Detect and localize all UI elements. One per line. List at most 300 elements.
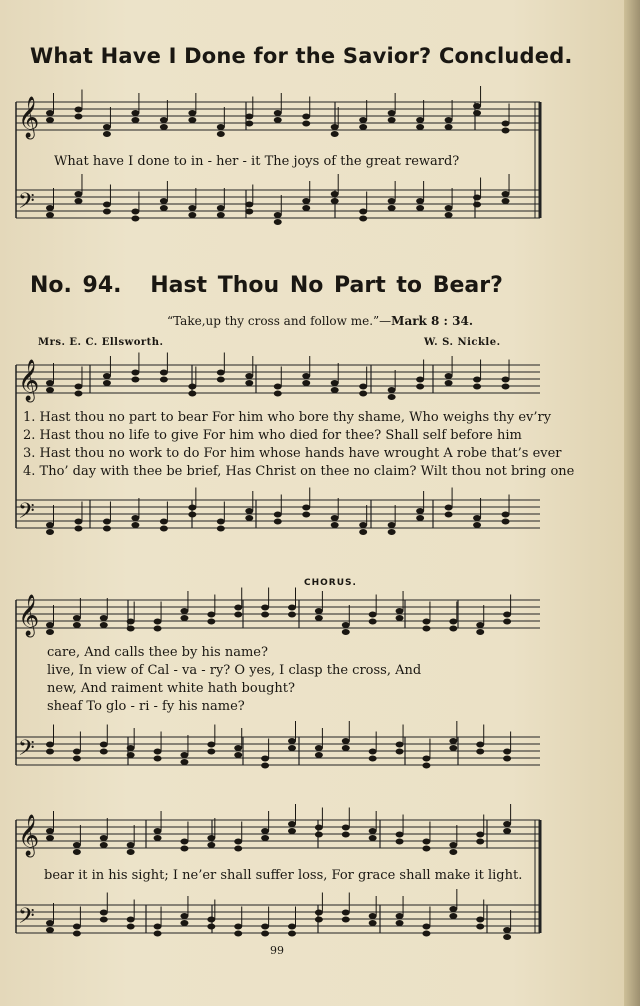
- continued-bass-note: [302, 205, 310, 211]
- continued-treble-note: [245, 114, 253, 120]
- hymn94-system1-bass-note: [359, 522, 367, 528]
- hymn-title: [30, 273, 503, 298]
- hymn94-system2-treble-note: [127, 626, 135, 632]
- hymn94-system1-treble-note: [416, 384, 424, 390]
- hymn94-system1-treble-note: [217, 370, 225, 376]
- hymn94-system2-bass-note: [422, 763, 430, 769]
- continued-bass-note: [274, 219, 282, 225]
- hymn94-system3-treble-note: [100, 842, 108, 848]
- hymn94-system3-treble-note: [449, 842, 457, 848]
- hymn94-system1-bass-note: [74, 526, 82, 532]
- hymn94-system3-treble-note: [207, 842, 215, 848]
- hymn94-system2-treble-note: [369, 619, 377, 625]
- hymn94-system1-treble-note: [388, 387, 396, 393]
- hymn94-system2-bass-note: [73, 749, 81, 755]
- continued-bass-note: [274, 212, 282, 218]
- continued-bass-note: [74, 198, 82, 204]
- hymn94-system1-treble-note: [502, 377, 510, 383]
- hymn94-system2-treble-note: [503, 619, 511, 625]
- hymn94-system3-treble-note: [342, 825, 350, 831]
- hymn94-system2-treble-note: [476, 622, 484, 628]
- hymn94-system1-treble-note: [245, 373, 253, 379]
- hymn94-system2-treble-note: [449, 619, 457, 625]
- hymn94-system1-treble-note: [274, 391, 282, 397]
- hymn94-system1-treble-note: [103, 373, 111, 379]
- continued-bass-note: [131, 216, 139, 222]
- hymn94-system3-bass-note: [288, 931, 296, 937]
- hymn94-system1-treble-note: [160, 377, 168, 383]
- hymn94-system3-treble-clef: 𝄞: [18, 815, 40, 856]
- hymn94-system1-treble-note: [388, 394, 396, 400]
- hymn94-system2-treble-note: [180, 615, 188, 621]
- hymn94-system3-treble-note: [127, 849, 135, 855]
- hymn94-system3-treble-note: [73, 849, 81, 855]
- hymn94-system3-treble-note: [503, 828, 511, 834]
- hymn94-system1-bass-note: [217, 519, 225, 525]
- continued-treble-note: [473, 103, 481, 109]
- hymn94-system2-treble-note: [73, 622, 81, 628]
- hymn94-system2-bass-note: [207, 749, 215, 755]
- hymn94-system3-bass-note: [261, 931, 269, 937]
- hymn94-system1-bass-note: [331, 522, 339, 528]
- hymn94-system2-treble-note: [234, 605, 242, 611]
- hymn94-system3-treble-note: [207, 835, 215, 841]
- continued-treble-note: [188, 117, 196, 123]
- hymn94-system3-treble-note: [46, 828, 54, 834]
- hymn94-system1-treble-note: [188, 384, 196, 390]
- hymn94-system1-bass-note: [188, 505, 196, 511]
- hymn94-system1-bass-note: [46, 529, 54, 535]
- hymn94-system3-bass-note: [154, 931, 162, 937]
- hymn94-system1-bass-note: [359, 529, 367, 535]
- continued-bass-note: [359, 216, 367, 222]
- hymn94-system3-bass-note: [449, 913, 457, 919]
- hymn94-system3-bass-note: [73, 931, 81, 937]
- hymn94-system2-bass-note: [315, 745, 323, 751]
- hymn94-system1-treble-note: [302, 380, 310, 386]
- hymn94-system1-treble-note: [188, 391, 196, 397]
- hymn94-system1-bass-note: [302, 505, 310, 511]
- hymn94-system2-treble-note: [207, 612, 215, 618]
- hymn94-system2-bass-note: [315, 752, 323, 758]
- hymn94-system3-treble-note: [422, 839, 430, 845]
- verse-2-line-1: 2. Hast thou no life to give For him who died for thee? Shall self before him: [23, 428, 522, 443]
- continued-bass-note: [217, 205, 225, 211]
- hymn94-system2-bass-note: [449, 745, 457, 751]
- hymn94-system1-bass-clef: 𝄢: [18, 499, 35, 529]
- hymn94-system2-treble-note: [100, 615, 108, 621]
- scripture-reference: Mark 8 : 34.: [391, 314, 474, 328]
- hymn94-system3-treble-note: [127, 842, 135, 848]
- hymn94-system3-bass-note: [449, 906, 457, 912]
- hymn94-system3-bass-note: [315, 910, 323, 916]
- hymn94-system3-treble-note: [180, 846, 188, 852]
- hymn94-system1-treble-note: [331, 380, 339, 386]
- hymn94-system1-treble-note: [416, 377, 424, 383]
- hymn94-system3-treble-note: [449, 849, 457, 855]
- hymn94-system3-treble-note: [154, 835, 162, 841]
- hymn94-system1-bass-note: [46, 522, 54, 528]
- final-chorus-lyric: bear it in his sight; I ne’er shall suffer loss, For grace shall make it light.: [44, 868, 523, 883]
- hymn94-system3-bass-note: [422, 924, 430, 930]
- continued-bass-note: [103, 209, 111, 215]
- hymn94-system3-bass-note: [396, 913, 404, 919]
- hymn94-system3-bass-note: [207, 924, 215, 930]
- hymn94-system3-bass-note: [288, 924, 296, 930]
- continued-treble-note: [131, 110, 139, 116]
- hymn94-system3-bass-note: [180, 913, 188, 919]
- hymn-name: Hast Thou No Part to Bear?: [150, 273, 503, 298]
- hymn94-system2-treble-note: [396, 608, 404, 614]
- hymn94-system2-treble-note: [100, 622, 108, 628]
- hymn94-system2-bass-note: [503, 756, 511, 762]
- hymn94-system1-treble-note: [74, 391, 82, 397]
- continued-treble-note: [388, 110, 396, 116]
- hymn94-system3-treble-note: [234, 839, 242, 845]
- continued-treble-note: [359, 124, 367, 130]
- hymn94-system3-bass-note: [127, 917, 135, 923]
- hymn94-system2-bass-note: [476, 742, 484, 748]
- hymn94-system2-bass-note: [180, 759, 188, 765]
- hymn94-system2-bass-note: [261, 763, 269, 769]
- hymn94-system2-treble-note: [342, 629, 350, 635]
- continued-bass-note: [331, 198, 339, 204]
- hymn94-system1-bass-note: [274, 512, 282, 518]
- hymn94-system1-treble-note: [160, 370, 168, 376]
- hymn94-system2-treble-note: [476, 629, 484, 635]
- continued-bass-note: [502, 191, 510, 197]
- continued-treble-note: [217, 124, 225, 130]
- hymn94-system3-bass-note: [234, 931, 242, 937]
- continued-treble-note: [331, 131, 339, 137]
- hymn94-system1-treble-note: [46, 380, 54, 386]
- hymn94-system2-treble-clef: 𝄞: [18, 595, 40, 636]
- continued-bass-note: [445, 205, 453, 211]
- hymn94-system2-bass-note: [503, 749, 511, 755]
- continued-treble-note: [416, 117, 424, 123]
- hymn94-system1-bass-note: [245, 515, 253, 521]
- hymn94-system1-treble-note: [131, 370, 139, 376]
- hymn94-system2-treble-note: [288, 605, 296, 611]
- hymn94-system2-treble-note: [234, 612, 242, 618]
- hymn94-system1-treble-note: [302, 373, 310, 379]
- hymn94-system1-bass-note: [502, 512, 510, 518]
- hymn94-system2-bass-clef: 𝄢: [18, 736, 35, 766]
- continued-treble-note: [103, 124, 111, 130]
- continued-treble-note: [131, 117, 139, 123]
- hymn94-system1-bass-note: [302, 512, 310, 518]
- hymn94-system1-treble-note: [445, 373, 453, 379]
- verse-3-line-1: 3. Hast thou no work to do For him whose hands have wrought A robe that’s ever: [23, 446, 562, 461]
- hymn94-system2-bass-note: [369, 749, 377, 755]
- hymn94-system3-treble-note: [288, 828, 296, 834]
- continued-treble-clef: 𝄞: [18, 97, 40, 138]
- hymn94-system3-bass-note: [46, 927, 54, 933]
- hymn94-system2-bass-note: [422, 756, 430, 762]
- continued-bass-note: [416, 198, 424, 204]
- hymn94-system2-treble-note: [180, 608, 188, 614]
- continued-treble-note: [46, 117, 54, 123]
- continued-treble-note: [274, 110, 282, 116]
- continued-bass-note: [103, 202, 111, 208]
- scripture-text: “Take,up thy cross and follow me.”—: [166, 314, 392, 328]
- hymn94-system2-treble-note: [503, 612, 511, 618]
- hymn94-system2-treble-note: [46, 629, 54, 635]
- hymn94-system3-bass-note: [315, 917, 323, 923]
- hymn94-system3-bass-note: [503, 934, 511, 940]
- continued-bass-note: [74, 191, 82, 197]
- hymn94-system1-bass-note: [445, 512, 453, 518]
- hymn94-system2-bass-note: [288, 745, 296, 751]
- continued-treble-note: [245, 121, 253, 127]
- continued-treble-note: [302, 121, 310, 127]
- continued-lyric-line: What have I done to in - her - it The joys of the great reward?: [54, 154, 460, 169]
- hymn94-system3-treble-note: [261, 828, 269, 834]
- continued-treble-note: [331, 124, 339, 130]
- hymn94-system2-bass-note: [46, 749, 54, 755]
- hymn94-system1-treble-note: [445, 380, 453, 386]
- hymn94-system1-bass-note: [131, 515, 139, 521]
- continued-bass-note: [131, 209, 139, 215]
- verse-4-line-2: sheaf To glo - ri - fy his name?: [47, 699, 245, 714]
- hymn94-system3-bass-note: [261, 924, 269, 930]
- hymn94-system3-bass-note: [503, 927, 511, 933]
- continued-bass-note: [388, 205, 396, 211]
- hymn94-system1-treble-note: [245, 380, 253, 386]
- continued-bass-note: [217, 212, 225, 218]
- hymn94-system1-bass-note: [160, 519, 168, 525]
- hymn94-system2-bass-note: [396, 742, 404, 748]
- continued-bass-note: [46, 212, 54, 218]
- hymn94-system3-bass-note: [369, 913, 377, 919]
- continued-bass-clef: 𝄢: [18, 189, 35, 219]
- continued-treble-note: [359, 117, 367, 123]
- hymn94-system2-bass-note: [100, 742, 108, 748]
- hymn94-system3-treble-note: [100, 835, 108, 841]
- hymn94-system2-treble-note: [46, 622, 54, 628]
- hymn94-system1-treble-note: [473, 377, 481, 383]
- hymn94-system2-treble-note: [396, 615, 404, 621]
- hymn94-system1-bass-note: [331, 515, 339, 521]
- continued-treble-note: [160, 124, 168, 130]
- music-composer: W. S. Nickle.: [424, 337, 501, 348]
- hymn94-system2-treble-note: [73, 615, 81, 621]
- hymn94-system3-treble-note: [342, 832, 350, 838]
- hymn94-system2-treble-note: [261, 605, 269, 611]
- continued-treble-note: [502, 121, 510, 127]
- hymn94-system3-bass-note: [476, 924, 484, 930]
- chorus-label: CHORUS.: [304, 578, 357, 588]
- hymn94-system3-bass-note: [154, 924, 162, 930]
- hymn94-system2-bass-note: [127, 745, 135, 751]
- hymn94-system1-bass-note: [416, 515, 424, 521]
- hymn94-system1-bass-note: [74, 519, 82, 525]
- continued-bass-note: [46, 205, 54, 211]
- hymn94-system1-bass-note: [245, 508, 253, 514]
- verse-2-line-2: live, In view of Cal - va - ry? O yes, I clasp the cross, And: [47, 663, 422, 678]
- continued-bass-note: [388, 198, 396, 204]
- hymn94-system1-bass-note: [160, 526, 168, 532]
- hymn94-system1-bass-note: [131, 522, 139, 528]
- hymn94-system2-bass-note: [396, 749, 404, 755]
- hymn94-system1-treble-note: [331, 387, 339, 393]
- hymn94-system3-bass-note: [100, 910, 108, 916]
- continued-bass-note: [160, 198, 168, 204]
- hymn94-system2-bass-note: [342, 738, 350, 744]
- continued-treble-note: [445, 117, 453, 123]
- continued-treble-note: [74, 107, 82, 113]
- continued-treble-note: [502, 128, 510, 134]
- hymn94-system1-treble-note: [502, 384, 510, 390]
- hymn94-system1-bass-note: [217, 526, 225, 532]
- hymn94-system2-treble-note: [154, 619, 162, 625]
- hymn94-system3-treble-note: [315, 825, 323, 831]
- page-number: 99: [270, 944, 284, 957]
- hymn94-system3-treble-note: [396, 832, 404, 838]
- continued-bass-note: [473, 195, 481, 201]
- continued-bass-note: [245, 209, 253, 215]
- hymn94-system2-bass-note: [261, 756, 269, 762]
- continued-bass-note: [302, 198, 310, 204]
- hymn94-system3-bass-clef: 𝄢: [18, 904, 35, 934]
- hymn94-system3-bass-note: [422, 931, 430, 937]
- hymn94-system2-bass-note: [46, 742, 54, 748]
- hymn94-system2-treble-note: [315, 608, 323, 614]
- hymn94-system1-bass-note: [103, 519, 111, 525]
- scripture-quote: [0, 314, 640, 328]
- hymn-number: No. 94.: [30, 273, 122, 298]
- hymn94-system1-bass-note: [502, 519, 510, 525]
- hymn94-system1-treble-note: [46, 387, 54, 393]
- hymn94-system3-bass-note: [180, 920, 188, 926]
- hymn94-system3-treble-note: [154, 828, 162, 834]
- hymn94-system3-treble-note: [369, 828, 377, 834]
- hymn94-system3-bass-note: [476, 917, 484, 923]
- verse-4-line-1: 4. Tho’ day with thee be brief, Has Christ on thee no claim? Wilt thou not bring one: [23, 464, 575, 479]
- hymn94-system3-treble-note: [73, 842, 81, 848]
- verse-1-line-2: care, And calls thee by his name?: [47, 645, 268, 660]
- hymn94-system3-bass-note: [73, 924, 81, 930]
- hymn94-system2-bass-note: [369, 756, 377, 762]
- hymn94-system3-treble-note: [476, 839, 484, 845]
- hymn94-system3-treble-note: [180, 839, 188, 845]
- hymn94-system1-treble-note: [217, 377, 225, 383]
- hymn94-system1-bass-note: [103, 526, 111, 532]
- hymn94-system2-treble-note: [369, 612, 377, 618]
- continued-hymn-title: What Have I Done for the Savior? Concluded.: [30, 44, 573, 68]
- continued-bass-note: [160, 205, 168, 211]
- hymn94-system2-treble-note: [315, 615, 323, 621]
- continued-treble-note: [388, 117, 396, 123]
- verse-1-line-1: 1. Hast thou no part to bear For him who bore thy shame, Who weighs thy ev’ry: [23, 410, 552, 425]
- continued-treble-note: [74, 114, 82, 120]
- hymn94-system1-treble-note: [274, 384, 282, 390]
- hymn94-system1-bass-note: [473, 522, 481, 528]
- hymn94-system2-bass-note: [100, 749, 108, 755]
- hymn94-system2-bass-note: [234, 752, 242, 758]
- staff-systems: [16, 86, 540, 940]
- continued-treble-note: [217, 131, 225, 137]
- hymn94-system1-bass-note: [388, 529, 396, 535]
- hymn94-system3-bass-note: [342, 910, 350, 916]
- hymn94-system2-bass-note: [342, 745, 350, 751]
- hymn94-system2-bass-note: [154, 749, 162, 755]
- hymn94-system3-treble-note: [369, 835, 377, 841]
- continued-treble-note: [416, 124, 424, 130]
- hymn94-system2-treble-note: [154, 626, 162, 632]
- continued-treble-note: [274, 117, 282, 123]
- hymn94-system1-bass-note: [388, 522, 396, 528]
- hymn94-system2-treble-note: [422, 619, 430, 625]
- hymn94-system2-treble-note: [261, 612, 269, 618]
- hymn94-system1-bass-note: [188, 512, 196, 518]
- continued-bass-note: [416, 205, 424, 211]
- hymn94-system3-bass-note: [369, 920, 377, 926]
- hymn94-system3-treble-note: [46, 835, 54, 841]
- hymn94-system3-treble-note: [315, 832, 323, 838]
- continued-bass-note: [359, 209, 367, 215]
- hymn94-system1-treble-note: [103, 380, 111, 386]
- continued-treble-note: [160, 117, 168, 123]
- hymn94-system1-treble-note: [74, 384, 82, 390]
- hymn94-system2-bass-note: [449, 738, 457, 744]
- hymn94-system1-bass-note: [416, 508, 424, 514]
- hymn94-system1-treble-clef: 𝄞: [18, 360, 40, 401]
- continued-bass-note: [502, 198, 510, 204]
- continued-bass-note: [331, 191, 339, 197]
- hymn94-system2-bass-note: [476, 749, 484, 755]
- hymn94-system2-treble-note: [449, 626, 457, 632]
- hymn94-system1-bass-note: [473, 515, 481, 521]
- hymn94-system2-bass-note: [288, 738, 296, 744]
- hymn94-system2-bass-note: [73, 756, 81, 762]
- hymn94-system3-treble-note: [422, 846, 430, 852]
- continued-bass-note: [188, 205, 196, 211]
- hymn94-system2-bass-note: [234, 745, 242, 751]
- continued-treble-note: [46, 110, 54, 116]
- continued-treble-note: [103, 131, 111, 137]
- continued-treble-note: [188, 110, 196, 116]
- continued-bass-note: [445, 212, 453, 218]
- hymn94-system3-bass-note: [100, 917, 108, 923]
- hymn94-system2-bass-note: [180, 752, 188, 758]
- hymn94-system1-treble-note: [359, 384, 367, 390]
- hymn94-system3-bass-note: [342, 917, 350, 923]
- hymn94-system3-bass-note: [234, 924, 242, 930]
- hymn94-system2-treble-note: [422, 626, 430, 632]
- hymn94-system1-treble-note: [473, 384, 481, 390]
- hymn94-system3-treble-note: [396, 839, 404, 845]
- hymn94-system3-treble-note: [288, 821, 296, 827]
- hymn94-system2-treble-note: [127, 619, 135, 625]
- hymn94-system1-bass-note: [445, 505, 453, 511]
- hymn94-system3-bass-note: [46, 920, 54, 926]
- hymn94-system3-treble-note: [476, 832, 484, 838]
- continued-treble-note: [445, 124, 453, 130]
- hymn94-system1-bass-note: [274, 519, 282, 525]
- hymn94-system2-bass-note: [154, 756, 162, 762]
- continued-bass-note: [245, 202, 253, 208]
- hymn94-system3-bass-note: [207, 917, 215, 923]
- continued-bass-note: [473, 202, 481, 208]
- hymn94-system2-treble-note: [207, 619, 215, 625]
- hymn94-system2-bass-note: [207, 742, 215, 748]
- continued-bass-note: [188, 212, 196, 218]
- hymn94-system3-bass-note: [396, 920, 404, 926]
- continued-treble-note: [473, 110, 481, 116]
- hymn94-system3-bass-note: [127, 924, 135, 930]
- hymn94-system3-treble-note: [234, 846, 242, 852]
